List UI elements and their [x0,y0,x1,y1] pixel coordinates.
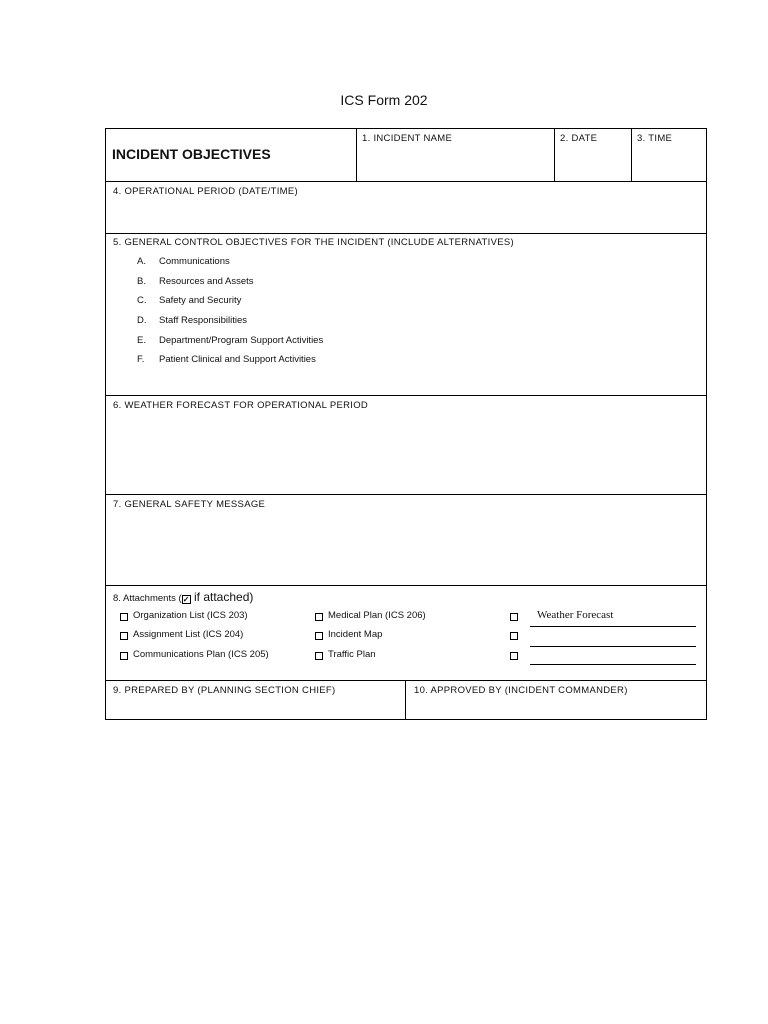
attachment-label: Medical Plan (ICS 206) [328,610,426,621]
form-number: ICS Form 202 [340,92,428,108]
attachment-label: Organization List (ICS 203) [133,610,248,621]
incident-name-label: 1. INCIDENT NAME [362,133,453,144]
incident-name-field[interactable] [357,129,555,181]
attachment-label: Assignment List (ICS 204) [133,629,244,640]
organization-list-checkbox[interactable] [120,613,128,621]
incident-map-checkbox[interactable] [315,632,323,640]
attachment-label: Traffic Plan [328,649,376,660]
date-label: 2. DATE [560,133,598,144]
weather-forecast-field[interactable] [106,396,706,495]
prepared-by-field[interactable] [106,681,406,719]
other-attachment-checkbox[interactable] [510,613,518,621]
date-field[interactable] [555,129,632,181]
objectives-section[interactable]: 5. GENERAL CONTROL OBJECTIVES FOR THE INCIDENT (INCLUDE ALTERNATIVES) A. Communications B. Resources and Assets C. Safety and Security D. Staff Responsibilities E. Department/Program Support Activities F. Patient Clinical and Support Activities [106,234,706,396]
time-label: 3. TIME [637,133,673,144]
attachments-label: 8. Attachments (✓ if attached) [113,590,254,604]
form-title: INCIDENT OBJECTIVES [112,146,271,162]
communications-plan-checkbox[interactable] [120,652,128,660]
traffic-plan-checkbox[interactable] [315,652,323,660]
prepared-by-label: 9. PREPARED BY (PLANNING SECTION CHIEF) [113,685,336,696]
other-attachment-line [530,626,696,627]
other-attachment-checkbox[interactable] [510,652,518,660]
safety-message-field[interactable] [106,495,706,586]
attachments-section [106,586,706,681]
time-field[interactable] [632,129,706,181]
approved-by-label: 10. APPROVED BY (INCIDENT COMMANDER) [414,685,628,696]
header-row [106,129,706,182]
other-attachment-value[interactable]: Weather Forecast [537,609,614,621]
attachment-label: Communications Plan (ICS 205) [133,649,269,660]
medical-plan-checkbox[interactable] [315,613,323,621]
objectives-label: 5. GENERAL CONTROL OBJECTIVES FOR THE INCIDENT (INCLUDE ALTERNATIVES) [113,237,514,248]
other-attachment-line[interactable] [530,664,696,665]
signature-row [106,681,706,719]
approved-by-field[interactable] [406,681,706,719]
incident-objectives-form [105,128,707,720]
assignment-list-checkbox[interactable] [120,632,128,640]
other-attachment-checkbox[interactable] [510,632,518,640]
operational-period-label: 4. OPERATIONAL PERIOD (DATE/TIME) [113,186,298,197]
checked-box-icon: ✓ [182,595,190,604]
weather-label: 6. WEATHER FORECAST FOR OPERATIONAL PERIOD [113,400,369,411]
safety-label: 7. GENERAL SAFETY MESSAGE [113,499,266,510]
operational-period-field[interactable] [106,182,706,234]
attachment-label: Incident Map [328,629,383,640]
other-attachment-line[interactable] [530,646,696,647]
title-cell [106,129,357,181]
